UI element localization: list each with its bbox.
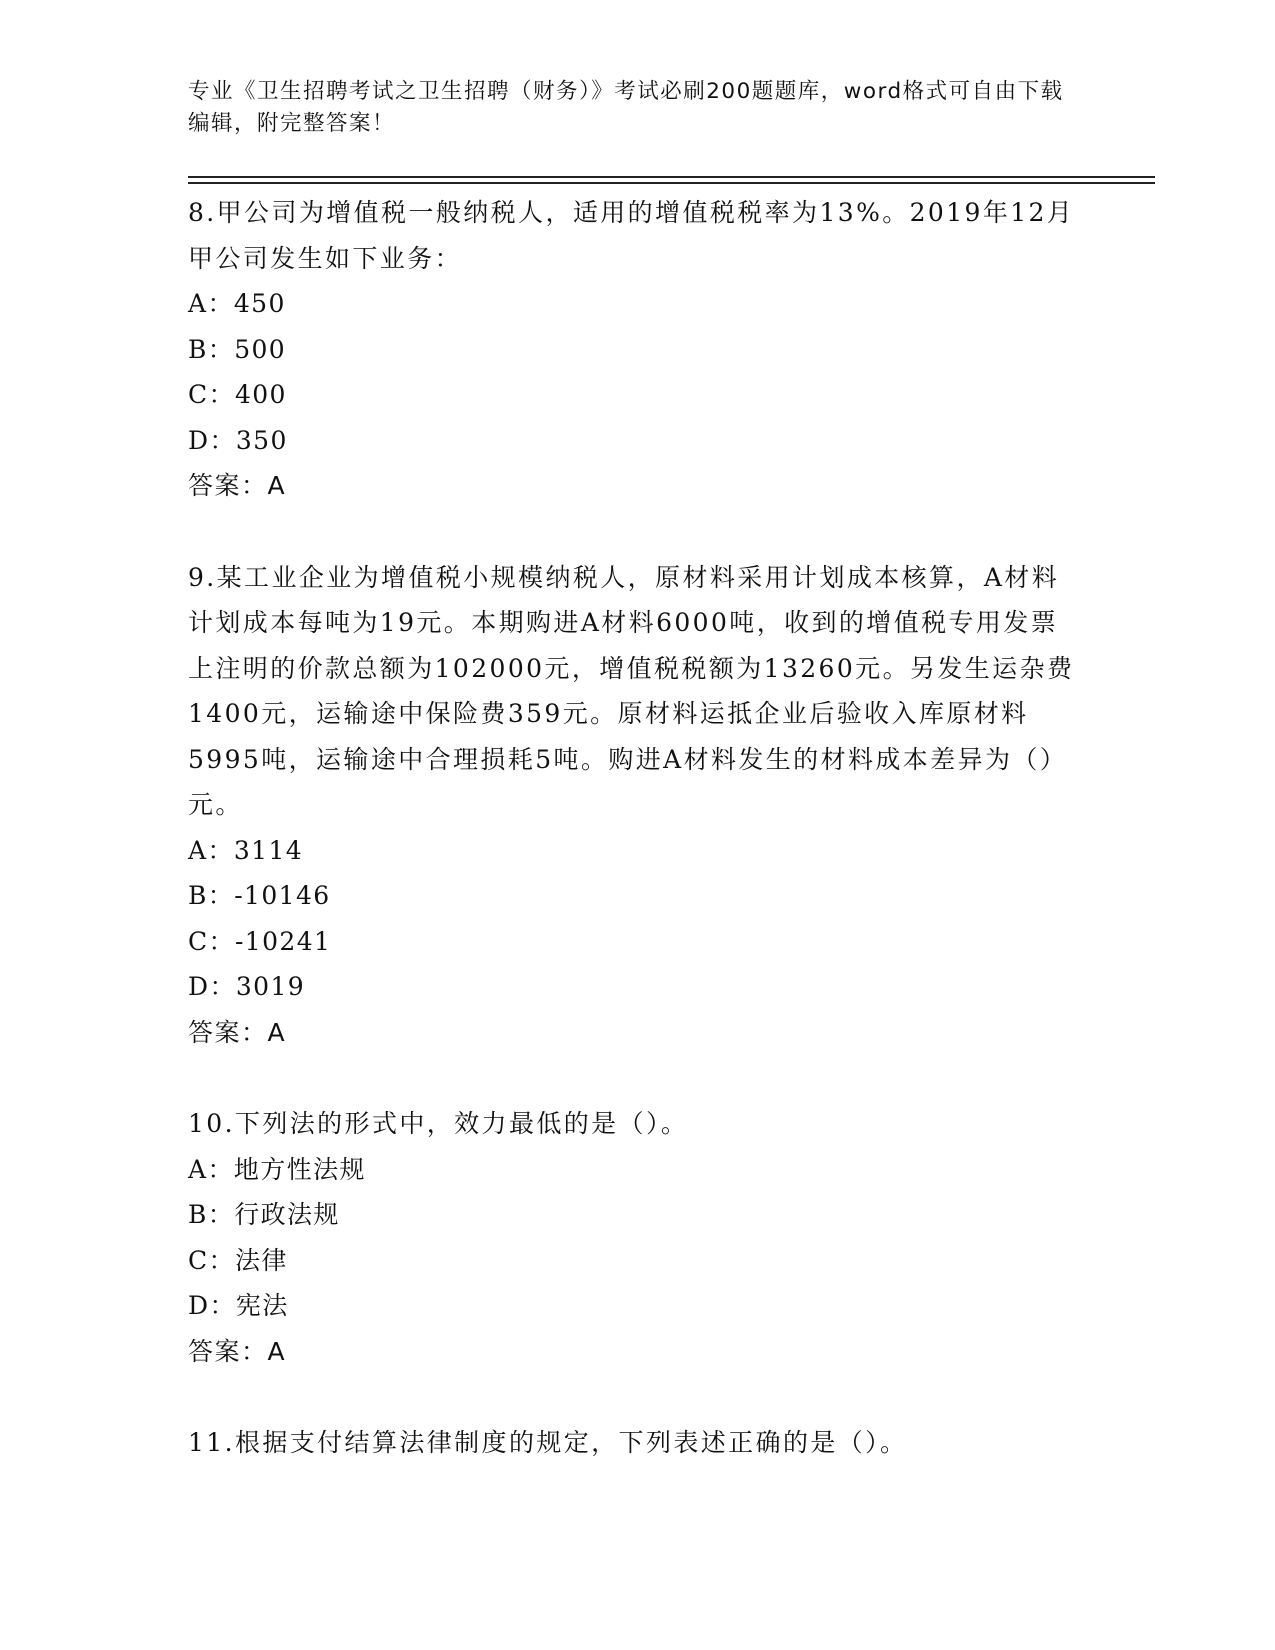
option-separator: ：	[209, 425, 236, 455]
answer-value: A	[267, 471, 287, 500]
option-separator: ：	[209, 972, 236, 1001]
option-value: 450	[233, 289, 286, 318]
option-separator: ：	[207, 289, 234, 318]
option-letter: B	[188, 1200, 208, 1229]
question-list	[188, 190, 1083, 1466]
document-header: 专业《卫生招聘考试之卫生招聘（财务）》考试必刷200题题库，word格式可自由下载编辑，附完整答案！	[188, 79, 1064, 136]
answer-line	[188, 1010, 1083, 1056]
option-b	[188, 873, 1083, 919]
question-text: 9.某工业企业为增值税小规模纳税人，原材料采用计划成本核算，A材料计划成本每吨为19元。本期购进A材料6000吨，收到的增值税专用发票上注明的价款总额为102000元，增值税税额为13260元。另发生运杂费1400元，运输途中保险费359元。原材料运抵企业后验收入库原材料5995吨，运输途中合理损耗5吨。购进A材料发生的材料成本差异为（）元。	[188, 562, 1075, 819]
answer-label: 答案：	[188, 1017, 268, 1047]
option-value: -10241	[234, 926, 332, 956]
option-value: 地方性法规	[233, 1154, 366, 1184]
option-letter: B	[188, 334, 208, 364]
option-letter: A	[188, 1154, 208, 1184]
question-text: 10.下列法的形式中，效力最低的是（）。	[188, 1109, 689, 1138]
option-value: 行政法规	[234, 1200, 340, 1229]
option-letter: A	[188, 289, 208, 318]
answer-line	[188, 1329, 1083, 1375]
option-letter: D	[188, 1291, 210, 1320]
spacer	[188, 1055, 1083, 1101]
option-separator: ：	[208, 1245, 235, 1275]
question-10	[188, 1101, 1083, 1374]
option-separator: ：	[207, 1154, 234, 1184]
option-letter: C	[188, 1245, 209, 1275]
question-9	[188, 555, 1083, 1056]
option-letter: D	[188, 425, 210, 455]
header-divider-top	[188, 176, 1155, 178]
option-value: -10146	[234, 881, 331, 910]
option-value: 500	[234, 334, 287, 364]
answer-label: 答案：	[188, 471, 268, 500]
option-letter: C	[188, 926, 209, 956]
option-a	[188, 281, 1083, 327]
answer-value: A	[267, 1017, 287, 1047]
option-value: 法律	[234, 1245, 288, 1275]
option-value: 宪法	[235, 1291, 289, 1320]
option-value: 3114	[233, 835, 304, 865]
question-8	[188, 190, 1083, 509]
option-separator: ：	[207, 835, 234, 865]
option-separator: ：	[207, 334, 235, 364]
option-c	[188, 372, 1083, 418]
option-c	[188, 919, 1083, 965]
option-letter: D	[188, 972, 210, 1001]
question-text: 8.甲公司为增值税一般纳税人，适用的增值税税率为13%。2019年12月甲公司发生如下业务：	[188, 198, 1075, 273]
answer-line	[188, 463, 1083, 509]
option-value: 400	[234, 380, 287, 409]
spacer	[188, 509, 1083, 555]
option-letter: B	[188, 881, 208, 910]
option-letter: A	[188, 835, 208, 865]
spacer	[188, 1374, 1083, 1420]
option-d	[188, 964, 1083, 1010]
option-value: 3019	[235, 972, 306, 1001]
option-a	[188, 1147, 1083, 1193]
option-a	[188, 828, 1083, 874]
answer-value: A	[267, 1336, 287, 1366]
option-separator: ：	[208, 926, 235, 956]
question-11	[188, 1420, 1083, 1466]
option-c	[188, 1238, 1083, 1284]
header-divider-bottom	[188, 182, 1155, 184]
option-separator: ：	[207, 1200, 235, 1229]
option-b	[188, 1192, 1083, 1238]
option-letter: C	[188, 380, 209, 409]
option-separator: ：	[209, 1291, 236, 1320]
option-b	[188, 327, 1083, 373]
answer-label: 答案：	[188, 1336, 268, 1366]
option-separator: ：	[208, 380, 235, 409]
option-d	[188, 1283, 1083, 1329]
question-text: 11.根据支付结算法律制度的规定，下列表述正确的是（）。	[188, 1428, 908, 1457]
option-separator: ：	[207, 881, 235, 910]
option-d	[188, 418, 1083, 464]
option-value: 350	[235, 425, 288, 455]
